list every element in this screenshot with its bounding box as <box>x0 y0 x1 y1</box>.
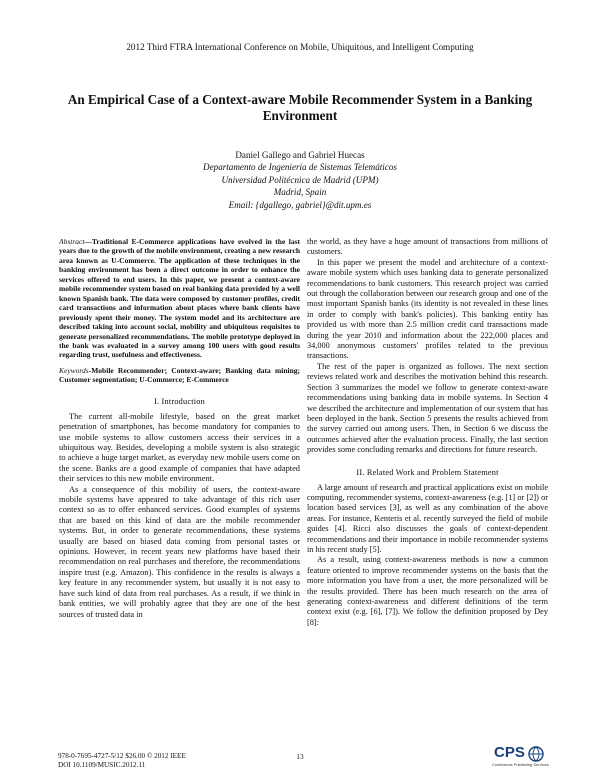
abstract <box>59 237 300 360</box>
intro-paragraph-2: As a consequence of this mobility of users, the context-aware mobile systems have appeared to take advantage of this rich user context so as to offer enhanced services. Good examples of systems that are based on this kind of data are the mobile recommender systems. But, in order to generate recommendations, these systems usually are based on biased data coming from personal tastes or opinions. However, in recent years new platforms have based their recommendation on real purchases and therefore, the recommendations inspire trust (e.g. Amazon). This confidence in the results is always a key feature in any recommender system, but usually it is not easy to have such kind of data from real purchases. As a result, if we think in bank entities, we will probably agree that they are one of the best sources of trusted data in <box>59 484 300 619</box>
footer-doi: DOI 10.1109/MUSIC.2012.11 <box>58 760 146 769</box>
footer-isbn: 978-0-7695-4727-5/12 $26.00 © 2012 IEEE <box>58 752 186 760</box>
page-number: 13 <box>296 752 304 761</box>
conference-header: 2012 Third FTRA International Conference on Mobile, Ubiquitous, and Intelligent Computing <box>126 42 474 52</box>
intro-paragraph-1: The current all-mobile lifestyle, based on the great market penetration of smartphones, has become mandatory for companies to use mobile systems to allow customers access their services in a ubiquitous way. Besides, developing a mobile system is also strategic to achieve a huge target market, as everyday new mobile users come on the scene. Banks are a good example of companies that have adapted their services to this new mobile environment. <box>59 411 300 484</box>
author-names: Daniel Gallego and Gabriel Huecas <box>235 150 365 160</box>
related-paragraph-2: As a result, using context-awareness methods is now a common feature oriented to improve recommender systems on the basis that the more information you have from a user, the more personalized will be the results provided. There has been much research on the area of generating context-awareness and different definitions of the term context exist (e.g. [6], [7]). We follow the definition proposed by Dey [8]: <box>307 555 548 627</box>
related-paragraph-1: A large amount of research and practical applications exist on mobile computing, recommender systems, context-awareness (e.g. [1] or [2]) or location based services [3], as well as any combination of the above areas. For instance, Kenteris et al. recently surveyed the field of mobile guides [4]. Ricci also discusses the goals of context-dependent recommendations and their importance in mobile recommender systems in his recent study [5]. <box>307 482 548 554</box>
author-location: Madrid, Spain <box>273 187 327 198</box>
keywords-text: -Mobile Recommender; Context-aware; Banking data mining; Customer segmentation; U-Commerce; E-Commerce <box>59 365 300 385</box>
cps-logo-tagline: Conference Publishing Services <box>492 762 549 767</box>
intro-paragraph-3: In this paper we present the model and architecture of a context-aware mobile system which uses banking data to generate personalized recommendations to bank customers. This research project was carried out through the collaboration between our research group and one of the most important Spanish banks (its identity is not revealed in these lines in order to comply with bank's policies). This banking entity has provided us with more than 2.5 million credit card transactions made during the year 2010 and information about the 222,000 places and 34,000 anonymous customers' profiles related to the previous transactions. <box>307 257 548 361</box>
section-heading-introduction: I. Introduction <box>154 396 205 406</box>
cps-logo-text: CPS <box>494 744 525 761</box>
right-column <box>307 237 548 628</box>
keywords <box>59 366 300 385</box>
section-heading-related-work: II. Related Work and Problem Statement <box>356 467 499 477</box>
cps-globe-icon <box>528 746 544 762</box>
intro-continuation: the world, as they have a huge amount of transactions from millions of customers. <box>307 237 548 257</box>
author-university: Universidad Politécnica de Madrid (UPM) <box>221 174 379 185</box>
author-email: Email: {dgallego, gabriel}@dit.upm.es <box>228 199 372 210</box>
intro-paragraph-4: The rest of the paper is organized as follows. The next section reviews related work and describes the motivation behind this research. Section 3 summarizes the model we follow to generate context-aware recommendations using banking data in mobile systems. In Section 4 we described the architecture and implementation of our system that has been deployed in the bank. Section 5 presents the results achieved from the survey carried out among users. Then, in Section 6 we discuss the outcomes achieved after the evaluation process. Finally, the last section provides some concluding remarks and directions for future research. <box>307 361 548 455</box>
keywords-lead: Keywords <box>59 365 89 375</box>
abstract-lead: Abstract <box>59 237 85 246</box>
author-department: Departamento de Ingeniería de Sistemas Telemáticos <box>203 162 397 173</box>
left-column <box>59 237 300 620</box>
abstract-text: —Traditional E-Commerce applications have evolved in the last years due to the growth of the mobile environment, creating a new research area known as U-Commerce. The application of these techniques in the banking environment has been a direct outcome in order to enhance the services offered to end users. In this paper, we present a context-aware mobile recommender system based on real banking data provided by a well known Spanish bank. The data were composed by customer profiles, credit card transactions and information about places where bank clients have previously spent their money. The system model and its architecture are described taking into account social, mobility and ubiquitous requisites to generate personalized recommendations. The mobile prototype deployed in the bank was evaluated in a survey among 100 users with good results regarding trust, usefulness and effectiveness. <box>59 237 300 360</box>
cps-logo <box>490 744 548 770</box>
paper-title: An Empirical Case of a Context-aware Mobile Recommender System in a Banking Environment <box>67 92 533 123</box>
author-block <box>0 149 600 211</box>
